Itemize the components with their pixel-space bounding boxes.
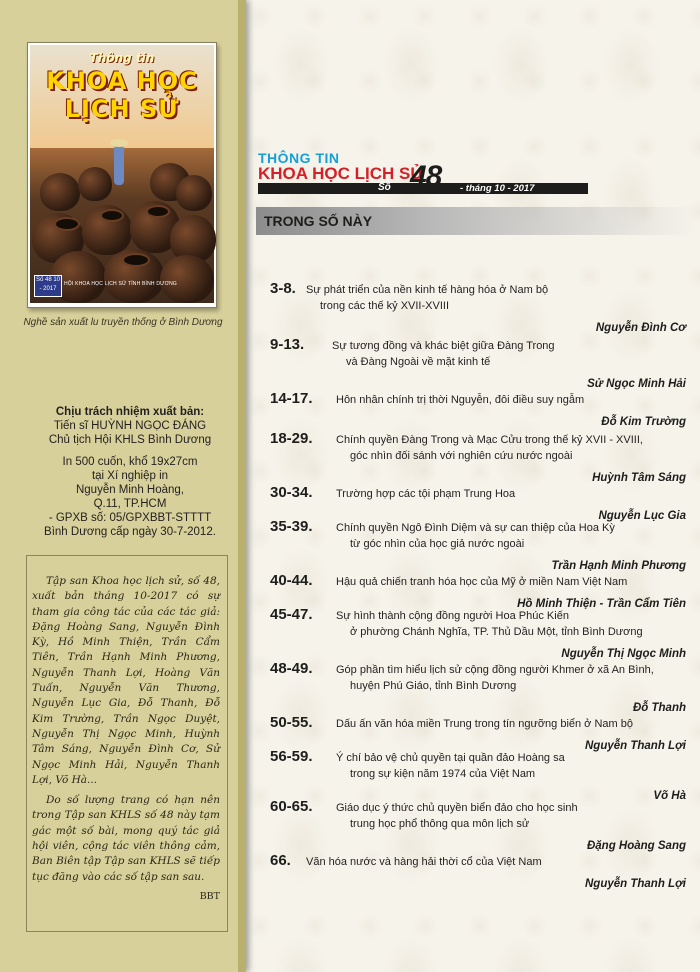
section-title: TRONG SỐ NÀY [264, 213, 373, 229]
toc-title: Chính quyền Đàng Trong và Mạc Cửu trong thế kỷ XVII - XVIII, [336, 434, 643, 446]
print-line: Nguyễn Minh Hoàng, [75, 484, 185, 496]
print-line: - GPXB số: 05/GPXBBT-STTTT [48, 512, 212, 524]
toc-author: Đỗ Kim Trường [601, 416, 686, 428]
toc-title: Chính quyền Ngô Đình Diệm và sự can thiệp của Hoa Kỳ [336, 522, 615, 534]
masthead [258, 150, 424, 184]
toc-author: Huỳnh Tâm Sáng [592, 472, 686, 484]
toc-pages: 50-55. [270, 714, 313, 731]
toc-pages: 66. [270, 852, 291, 869]
toc-pages: 56-59. [270, 748, 313, 765]
editor-note [32, 574, 220, 904]
toc-author: Nguyễn Lục Gia [598, 510, 686, 522]
toc-author: Hồ Minh Thiện - Trần Cẩm Tiên [517, 598, 686, 610]
toc-pages: 48-49. [270, 660, 313, 677]
conical-hat [110, 139, 128, 147]
toc-author: Nguyễn Thanh Lợi [585, 878, 686, 890]
cover-caption: Nghề sản xuất lu truyền thống ở Bình Dương [23, 317, 223, 328]
issue-date: - tháng 10 - 2017 [460, 183, 535, 194]
toc-author: Đặng Hoàng Sang [586, 840, 686, 852]
toc-author: Trần Hạnh Minh Phương [551, 560, 686, 572]
toc-title: Văn hóa nước và hàng hải thời cổ của Việt Nam [306, 856, 542, 868]
toc-pages: 18-29. [270, 430, 313, 447]
toc-pages: 14-17. [270, 390, 313, 407]
note-paragraph: Do số lượng trang có hạn nên trong Tập san KHLS số 48 này tạm gác một số bài, mong quý tác giả hội viên, cộng tác viên thông cảm, Ban Biên tập Tập san KHLS sẽ tiếp tục đăng vào các số tập san sau. [32, 794, 220, 883]
toc-title: Sự tương đồng và khác biệt giữa Đàng Trong [332, 340, 555, 352]
print-line: Bình Dương cấp ngày 30-7-2012. [44, 526, 216, 538]
toc-title: Dấu ấn văn hóa miền Trung trong tín ngưỡng biển ở Nam bộ [336, 718, 633, 730]
sidebar-edge [238, 0, 246, 972]
note-signature: BBT [199, 890, 220, 902]
toc-author: Sử Ngọc Minh Hải [587, 378, 686, 390]
responsible-name: Tiến sĩ HUỲNH NGỌC ĐÁNG [53, 420, 207, 432]
cover-footer: HỘI KHOA HỌC LỊCH SỬ TỈNH BÌNH DƯƠNG [64, 281, 178, 287]
jar [78, 167, 112, 201]
toc-title: Ý chí bảo vệ chủ quyền tại quần đảo Hoàng sa [336, 752, 565, 764]
jar [176, 175, 212, 211]
toc-title-cont: trong sự kiện năm 1974 của Việt Nam [350, 768, 536, 780]
toc-author: Đỗ Thanh [632, 702, 686, 714]
cover-title-line2: LỊCH SỬ [64, 95, 180, 123]
toc-title: Hậu quả chiến tranh hóa học của Mỹ ở miền Nam Việt Nam [336, 576, 628, 588]
toc-author: Nguyễn Thị Ngọc Minh [561, 648, 686, 660]
toc-title: Giáo dục ý thức chủ quyền biển đảo cho học sinh [336, 802, 578, 814]
print-line: In 500 cuốn, khổ 19x27cm [62, 456, 198, 468]
responsible-label: Chịu trách nhiệm xuất bản: [55, 406, 205, 418]
cover-image [27, 42, 217, 308]
toc-pages: 3-8. [270, 280, 296, 297]
cover-title-small: Thông tin [89, 51, 155, 65]
cover-issue-badge: Số 48 10 - 2017 [34, 275, 62, 297]
toc-title-cont: và Đàng Ngoài về mặt kinh tế [346, 356, 491, 368]
masthead-small: THÔNG TIN [258, 150, 340, 166]
print-line: Q.11, TP.HCM [93, 498, 167, 510]
cover-title-line1: KHOA HỌC [46, 67, 198, 95]
toc-title-cont: ở phường Chánh Nghĩa, TP. Thủ Dầu Một, tỉnh Bình Dương [350, 626, 643, 638]
toc-title-cont: trung học phổ thông qua môn lịch sử [350, 818, 530, 830]
responsible-role: Chủ tịch Hội KHLS Bình Dương [48, 434, 212, 446]
toc-author: Võ Hà [653, 790, 686, 802]
issue-prefix: Số [378, 182, 391, 193]
toc-title: Hôn nhân chính trị thời Nguyễn, đôi điều suy ngẫm [336, 394, 585, 406]
worker-figure [114, 145, 124, 185]
issue-number: 48 [410, 160, 442, 193]
toc-pages: 9-13. [270, 336, 305, 353]
toc-title: Sự hình thành cộng đồng người Hoa Phúc Kiến [336, 610, 569, 622]
masthead-big: KHOA HỌC LỊCH SỬ [258, 164, 425, 183]
toc-pages: 60-65. [270, 798, 313, 815]
note-paragraph: Tập san Khoa học lịch sử, số 48, xuất bản tháng 10-2017 có sự tham gia công tác của các tác giả: Đặng Hoàng Sang, Nguyễn Đình Kỳ, Hồ Minh Thiện, Trần Cẩm Tiên, Trần Hạnh Minh Phương, Nguyễn Thanh Lợi, Hoàng Văn Tuấn, Nguyễn Văn Thương, Nguyễn Lục Gia, Đỗ Thanh, Đỗ Kim Trường, Trần Ngọc Duyệt, Nguyễn Thị Ngọc Minh, Huỳnh Tâm Sáng, Nguyễn Đình Cơ, Sử Ngọc Minh Hải, Nguyễn Thanh Lợi, Võ Hà... [32, 575, 220, 786]
print-line: tại Xí nghiệp in [91, 470, 169, 482]
section-header [256, 207, 696, 235]
toc-title-cont: huyện Phú Giáo, tỉnh Bình Dương [350, 680, 517, 692]
toc-title-cont: góc nhìn đối sánh với nghiên cứu nước ngoài [350, 450, 573, 462]
toc-author: Nguyễn Thanh Lợi [585, 740, 686, 752]
toc-pages: 45-47. [270, 606, 313, 623]
toc-title: Sự phát triển của nền kinh tế hàng hóa ở Nam bộ [306, 284, 549, 296]
jar [160, 255, 214, 303]
toc-title: Trường hợp các tội phạm Trung Hoa [336, 488, 516, 500]
toc-pages: 40-44. [270, 572, 313, 589]
toc-title-cont: từ góc nhìn của học giả nước ngoài [350, 538, 525, 550]
toc-title-cont: trong các thế kỷ XVII-XVIII [320, 300, 449, 312]
toc-pages: 30-34. [270, 484, 313, 501]
imprint [30, 405, 230, 539]
toc-pages: 35-39. [270, 518, 313, 535]
toc-title: Góp phần tìm hiểu lịch sử cộng đồng người Khmer ở xã An Bình, [336, 664, 654, 676]
jar [40, 173, 80, 211]
toc-author: Nguyễn Đình Cơ [595, 322, 686, 334]
